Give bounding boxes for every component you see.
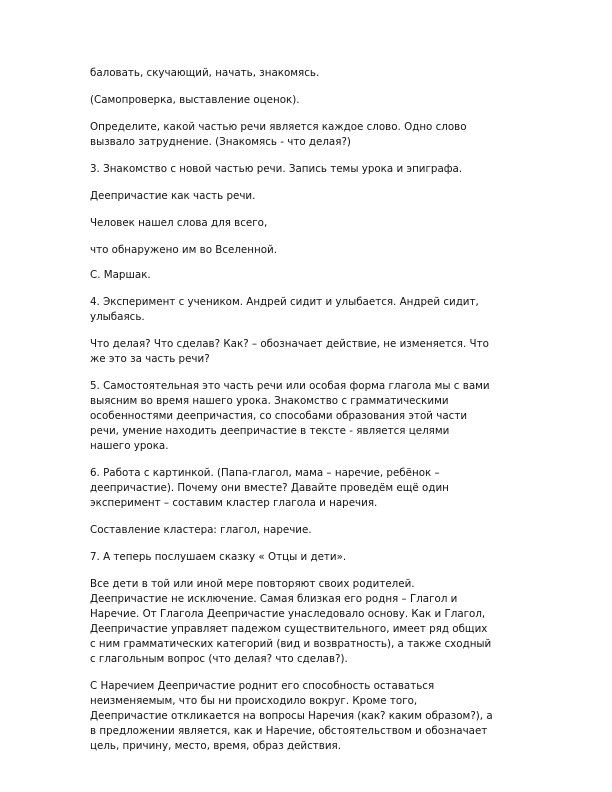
text-line: речи, умение находить деепричастие в тексте - является целями [90, 425, 450, 437]
text-line: что обнаружено им во Вселенной. [90, 244, 277, 256]
text-line: в предложении является, как и Наречие, обстоятельством и обозначает [90, 725, 488, 737]
text-line: особенностями деепричастия, со способами образования этой части [90, 410, 468, 422]
text-line: Человек нашел слова для всего, [90, 217, 268, 229]
paragraph-step-3 [90, 162, 530, 177]
text-line: Что делая? Что сделав? Как? – обозначает действие, не изменяется. Что [90, 338, 489, 350]
text-line: вызвало затруднение. (Знакомясь - что делая?) [90, 136, 351, 148]
paragraph-tale-part-2 [90, 679, 530, 754]
text-line: 3. Знакомство с новой частью речи. Запись темы урока и эпиграфа. [90, 163, 463, 175]
text-line: Наречие. От Глагола Деепричастие унаследовало основу. Как и Глагол, [90, 608, 486, 620]
paragraph-word-list [90, 66, 530, 81]
paragraph-tale-part-1 [90, 577, 530, 667]
paragraph-step-4 [90, 295, 530, 325]
text-line: с ним грамматических категорий (вид и возвратность), а также сходный [90, 638, 492, 650]
text-line: Составление кластера: глагол, наречие. [90, 524, 312, 536]
epigraph-line-2 [90, 243, 530, 258]
text-line: С Наречием Деепричастие роднит его способность оставаться [90, 680, 435, 692]
text-line: деепричастие). Почему они вместе? Давайте проведём ещё один [90, 482, 449, 494]
text-line: же это за часть речи? [90, 353, 210, 365]
text-line: нашего урока. [90, 440, 169, 452]
text-line: Деепричастие как часть речи. [90, 190, 256, 202]
text-line: Деепричастие не исключение. Самая близкая его родня – Глагол и [90, 593, 458, 605]
paragraph-cluster [90, 523, 530, 538]
text-line: баловать, скучающий, начать, знакомясь. [90, 67, 320, 79]
paragraph-lesson-topic [90, 189, 530, 204]
paragraph-step-7 [90, 550, 530, 565]
text-line: Все дети в той или иной мере повторяют своих родителей. [90, 578, 415, 590]
text-line: (Самопроверка, выставление оценок). [90, 94, 300, 106]
text-line: 5. Самостоятельная это часть речи или особая форма глагола мы с вами [90, 380, 490, 392]
text-line: Деепричастие откликается на вопросы Наречия (как? каким образом?), а [90, 710, 493, 722]
paragraph-step-6 [90, 466, 530, 511]
paragraph-step-5 [90, 379, 530, 454]
document-body [90, 66, 530, 766]
text-line: 7. А теперь послушаем сказку « Отцы и дети». [90, 551, 347, 563]
text-line: 4. Эксперимент с учеником. Андрей сидит и улыбается. Андрей сидит, [90, 296, 479, 308]
text-line: 6. Работа с картинкой. (Папа-глагол, мама – наречие, ребёнок – [90, 467, 440, 479]
text-line: Определите, какой частью речи является каждое слово. Одно слово [90, 121, 467, 133]
paragraph-questions [90, 337, 530, 367]
text-line: Деепричастие управляет падежом существительного, имеет ряд общих [90, 623, 488, 635]
text-line: улыбаясь. [90, 311, 145, 323]
epigraph-line-1 [90, 216, 530, 231]
text-line: цель, причину, место, время, образ действия. [90, 740, 341, 752]
paragraph-self-check [90, 93, 530, 108]
text-line: неизменяемым, что бы ни происходило вокруг. Кроме того, [90, 695, 418, 707]
epigraph-author [90, 268, 530, 283]
text-line: эксперимент – составим кластер глагола и наречия. [90, 497, 378, 509]
text-line: С. Маршак. [90, 269, 151, 281]
paragraph-part-of-speech-task [90, 120, 530, 150]
text-line: выясним во время нашего урока. Знакомство с грамматическими [90, 395, 449, 407]
text-line: с глагольным вопрос (что делая? что сделав?). [90, 653, 348, 665]
